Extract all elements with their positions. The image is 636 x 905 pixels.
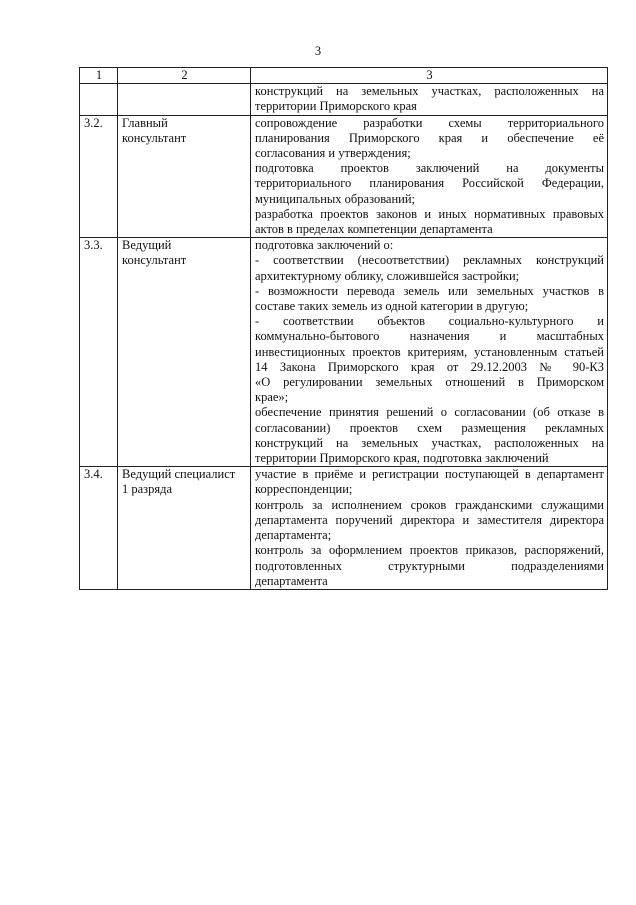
table-row (80, 467, 608, 590)
duty-line: составе таких земель из одной категории в другую; (255, 299, 529, 314)
duty-line: контроль за оформлением проектов приказов, распоряжений, (255, 543, 604, 558)
position-cell (118, 115, 251, 238)
position-line: 1 разряда (122, 482, 173, 497)
duty-line: конструкций на земельных участках, расположенных на (255, 84, 604, 99)
duty-line: контроль за исполнением сроков гражданскими служащими (255, 497, 604, 512)
position-line: Ведущий специалист (122, 467, 236, 482)
duty-line: подготовка заключений о: (255, 238, 394, 253)
table-row (80, 115, 608, 238)
duty-line: «О регулировании земельных отношений в Приморском (255, 375, 604, 390)
duty-line: департамента поручений директора и заместителя директора (255, 512, 604, 527)
row-number-cell: 3.3. (80, 238, 118, 467)
duty-line: - соответствии (несоответствии) рекламных конструкций (255, 253, 604, 268)
duty-line: инвестиционных проектов критериям, установленным статьей (255, 344, 604, 359)
duty-line: коммунально-бытового назначения и масштабных (255, 329, 604, 344)
position-line: Ведущий (122, 238, 172, 253)
duty-line: участие в приёме и регистрации поступающей в департамент (255, 467, 604, 482)
duties-cell (251, 238, 608, 467)
duty-line: территории Приморского края (255, 99, 417, 114)
position-cell (118, 84, 251, 115)
position-line: консультант (122, 130, 187, 145)
table-header-row (80, 68, 608, 84)
column-header-position: 2 (118, 68, 251, 84)
duty-line: - возможности перевода земель или земельных участков в (255, 283, 604, 298)
duties-cell (251, 467, 608, 590)
duty-line: обеспечение принятия решений о согласовании (об отказе в (255, 405, 604, 420)
column-header-number: 1 (80, 68, 118, 84)
duty-line: сопровождение разработки схемы территориального (255, 115, 604, 130)
duties-table (79, 67, 608, 590)
duty-line: территориального планирования Российской Федерации, (255, 176, 604, 191)
duties-cell (251, 84, 608, 115)
row-number-cell: 3.4. (80, 467, 118, 590)
position-line: Главный (122, 115, 168, 130)
duty-line: подготовка проектов заключений на документы (255, 161, 604, 176)
table-row (80, 238, 608, 467)
duties-cell (251, 115, 608, 238)
duty-line: согласовании) проектов схем размещения рекламных (255, 420, 604, 435)
page-number: 3 (314, 44, 322, 58)
column-header-duties: 3 (251, 68, 608, 84)
duty-line: согласования и утверждения; (255, 146, 411, 161)
duty-line: 14 Закона Приморского края от 29.12.2003 № 90-КЗ (255, 359, 604, 374)
position-cell (118, 467, 251, 590)
duty-line: крае»; (255, 390, 289, 405)
duty-line: подготовленных структурными подразделениями (255, 558, 604, 573)
position-cell (118, 238, 251, 467)
position-line: консультант (122, 253, 187, 268)
duty-line: конструкций на земельных участках, расположенных на (255, 435, 604, 450)
row-number-cell (80, 84, 118, 115)
duty-line: планирования Приморского края и обеспечение её (255, 130, 604, 145)
duty-line: - соответствии объектов социально-культурного и (255, 314, 604, 329)
duty-line: территории Приморского края, подготовка заключений (255, 451, 549, 466)
duty-line: актов в пределах компетенции департамента (255, 222, 493, 237)
duty-line: архитектурному облику, сложившейся застройки; (255, 268, 520, 283)
table-row (80, 84, 608, 115)
duty-line: муниципальных образований; (255, 191, 416, 206)
duty-line: разработка проектов законов и иных нормативных правовых (255, 206, 604, 221)
duty-line: департамента (255, 573, 328, 588)
duty-line: департамента; (255, 528, 332, 543)
duty-line: корреспонденции; (255, 482, 353, 497)
row-number-cell: 3.2. (80, 115, 118, 238)
